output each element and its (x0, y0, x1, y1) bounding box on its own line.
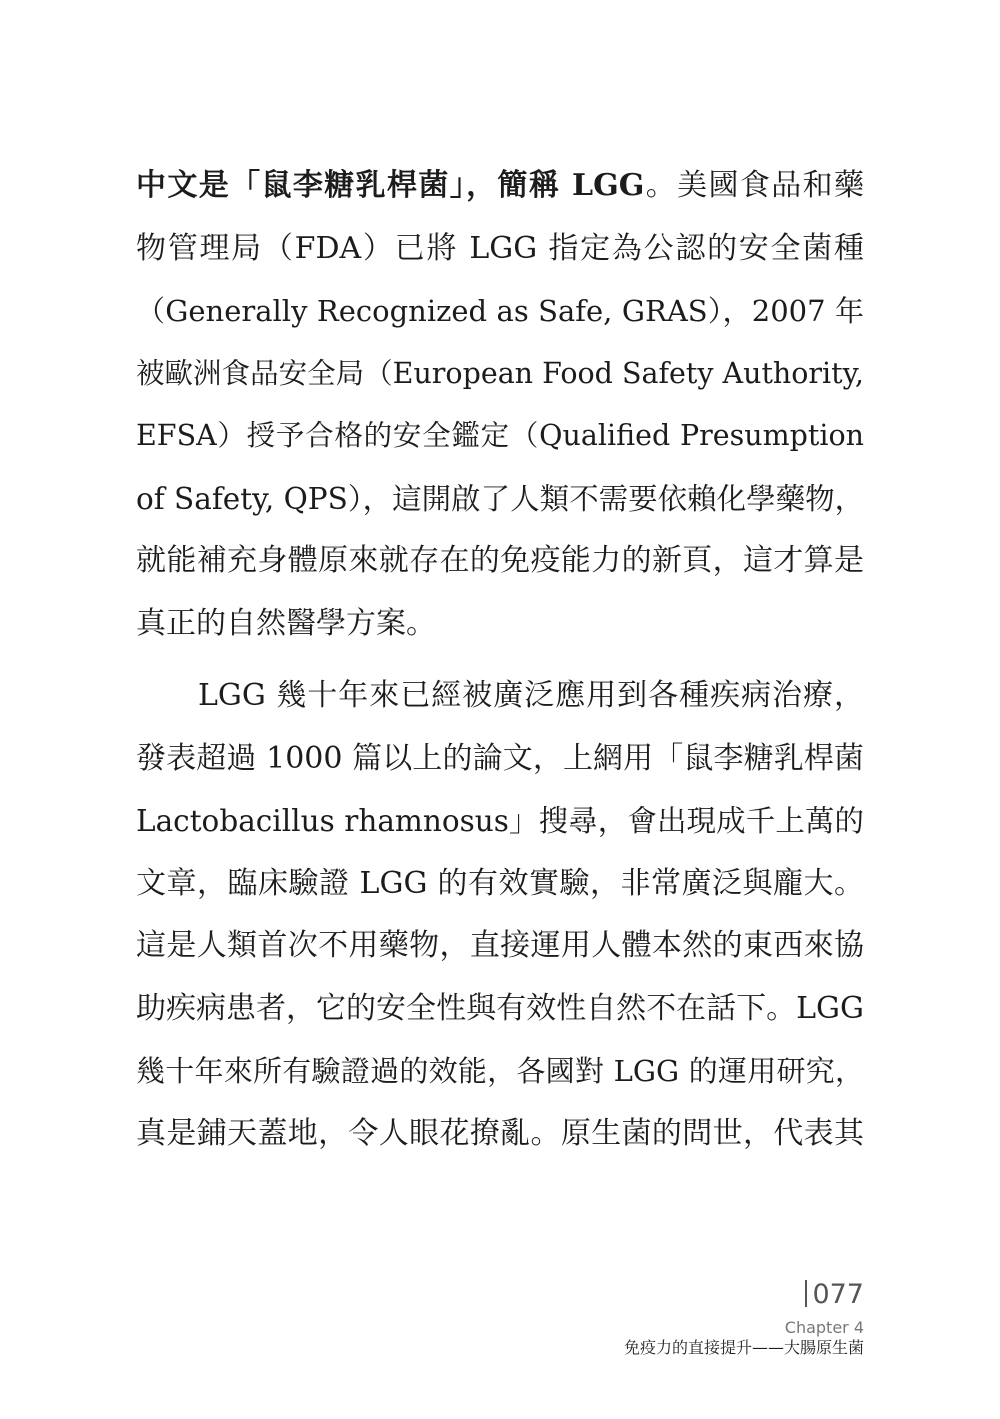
page-number-value: 077 (812, 1279, 864, 1310)
text-line: 真正的自然醫學方案。 (136, 605, 436, 641)
text-line: 助疾病患者，它的安全性與有效性自然不在話下。LGG (136, 990, 864, 1026)
text-line: 幾十年來所有驗證過的效能，各國對 LGG 的運用研究， (136, 1054, 864, 1088)
page-number-divider (805, 1280, 807, 1307)
text-line: 發表超過 1000 篇以上的論文，上網用「鼠李糖乳桿菌 (136, 740, 864, 776)
paragraph-1 (136, 155, 864, 655)
text-line: 真是鋪天蓋地，令人眼花撩亂。原生菌的問世，代表其 (136, 1115, 864, 1151)
text-line: of Safety, QPS），這開啟了人類不需要依賴化學藥物， (136, 481, 865, 516)
text-line: Lactobacillus rhamnosus」搜尋，會出現成千上萬的 (136, 804, 864, 838)
page-number (624, 1278, 864, 1312)
text-line: 文章，臨床驗證 LGG 的有效實驗，非常廣泛與龐大。 (136, 865, 864, 901)
text-line (136, 155, 864, 218)
chapter-label: Chapter 4 (784, 1318, 864, 1337)
text-line: 這是人類首次不用藥物，直接運用人體本然的東西來協 (136, 928, 864, 963)
text-line-rest: 。美國食品和藥 (644, 168, 865, 203)
text-line: 物管理局（FDA）已將 LGG 指定為公認的安全菌種 (136, 230, 864, 266)
text-line: EFSA）授予合格的安全鑑定（Qualified Presumption (136, 419, 864, 452)
paragraph-2 (136, 665, 864, 1165)
text-line: 就能補充身體原來就存在的免疫能力的新頁，這才算是 (136, 543, 864, 578)
text-line: LGG 幾十年來已經被廣泛應用到各種疾病治療， (136, 678, 864, 713)
chapter-title: 免疫力的直接提升——大腸原生菌 (623, 1338, 864, 1357)
text-line: 被歐洲食品安全局（European Food Safety Authority, (136, 356, 864, 390)
text-line: （Generally Recognized as Safe, GRAS），2007 年 (136, 294, 864, 328)
page-footer (624, 1278, 864, 1358)
bold-lead-text: 中文是「鼠李糖乳桿菌」，簡稱 LGG (136, 168, 645, 203)
